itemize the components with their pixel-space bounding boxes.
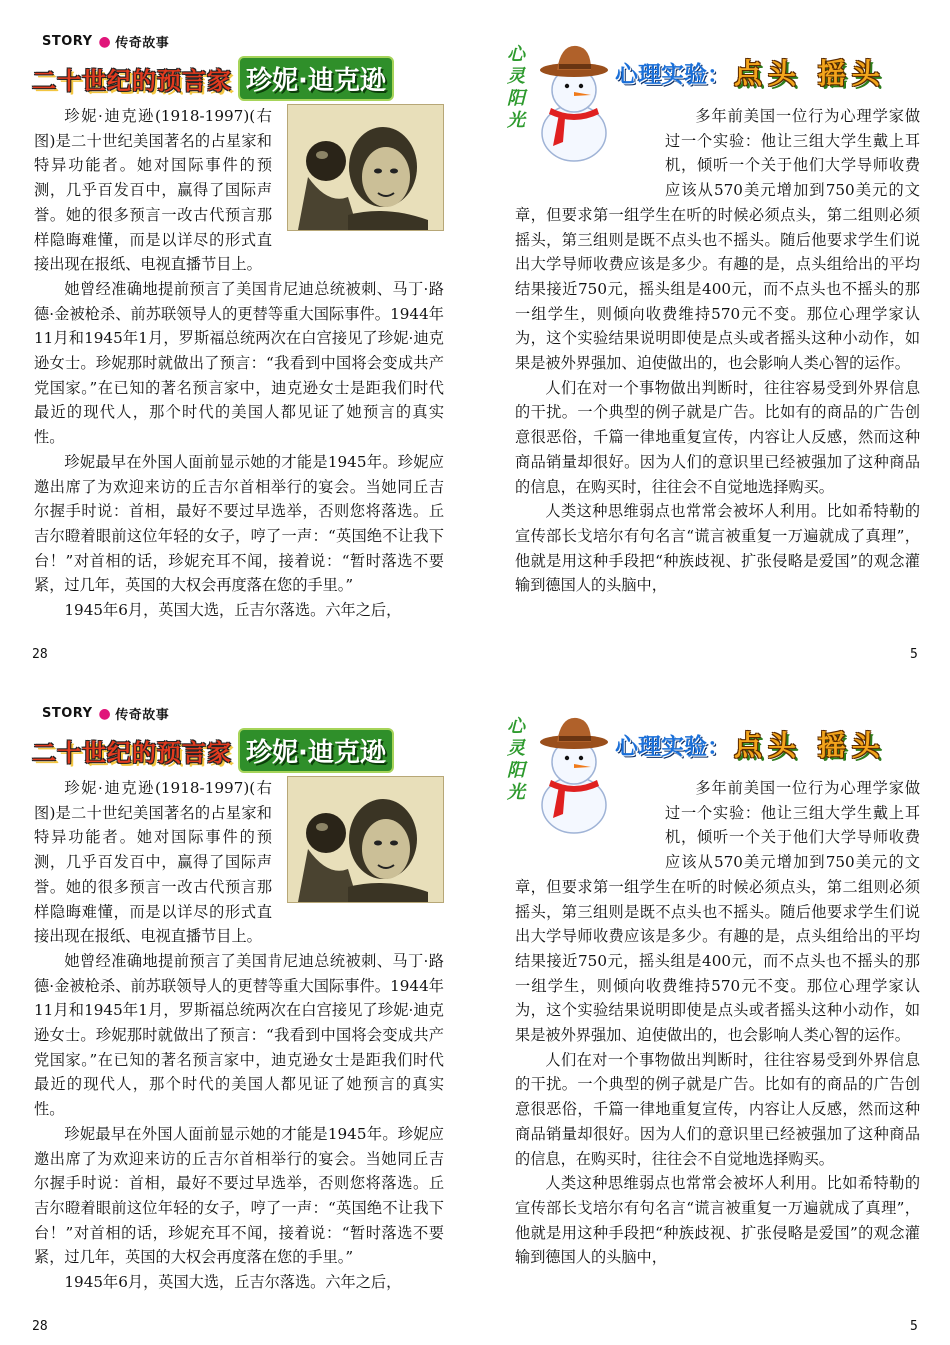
bullet-icon: ● xyxy=(98,33,112,50)
paragraph: 1945年6月，英国大选，丘吉尔落选。六年之后， xyxy=(64,1273,402,1292)
title-name: 珍妮·迪克逊 xyxy=(238,56,394,101)
section-header xyxy=(42,32,169,51)
paragraph: 人类这种思维弱点也常常会被坏人利用。比如希特勒的宣传部长戈培尔有句名言“谎言被重复一万遍就成了真理”，他就是用这种手段把“种族歧视、扩张侵略是爱国”的观念灌输到德国人的头脑中， xyxy=(515,502,920,595)
paragraph: 她曾经准确地提前预言了美国肯尼迪总统被刺、马丁·路德·金被枪杀、前苏联领导人的更替等重大国际事件。1944年11月和1945年1月，罗斯福总统两次在白宫接见了珍妮·迪克逊女士。珍妮那时就做出了预言：“我看到中国将会变成共产党国家。”在已知的著名预言家中，迪克逊女士是距我们时代最近的现代人，那个时代的美国人都见证了她预言的真实性。 xyxy=(34,279,444,447)
side-label: 心 灵 阳 光 xyxy=(507,44,525,131)
category-label: 传奇故事 xyxy=(115,708,170,723)
paragraph: 珍妮·迪克逊(1918-1997)(右图)是二十世纪美国著名的占星家和特异功能者。她对国际事件的预测，几乎百发百中，赢得了国际声誉。她的很多预言一改古代预言那样隐晦难懂，而是以详尽的形式直接出现在报纸、电视直播节目上。 xyxy=(34,107,272,274)
page-number: 28 xyxy=(32,1319,48,1334)
title-main: 二十世纪的预言家 xyxy=(32,739,232,767)
paragraph: 珍妮·迪克逊(1918-1997)(右图)是二十世纪美国著名的占星家和特异功能者。她对国际事件的预测，几乎百发百中，赢得了国际声誉。她的很多预言一改古代预言那样隐晦难懂，而是以详尽的形式直接出现在报纸、电视直播节目上。 xyxy=(34,779,272,946)
paragraph: 人类这种思维弱点也常常会被坏人利用。比如希特勒的宣传部长戈培尔有句名言“谎言被重复一万遍就成了真理”，他就是用这种手段把“种族歧视、扩张侵略是爱国”的观念灌输到德国人的头脑中， xyxy=(515,1174,920,1267)
article-body xyxy=(515,104,920,598)
paragraph: 她曾经准确地提前预言了美国肯尼迪总统被刺、马丁·路德·金被枪杀、前苏联领导人的更替等重大国际事件。1944年11月和1945年1月，罗斯福总统两次在白宫接见了珍妮·迪克逊女士。珍妮那时就做出了预言：“我看到中国将会变成共产党国家。”在已知的著名预言家中，迪克逊女士是距我们时代最近的现代人，那个时代的美国人都见证了她预言的真实性。 xyxy=(34,951,444,1119)
spread-bottom xyxy=(0,672,950,1344)
paragraph: 多年前美国一位行为心理学家做过一个实验：他让三组大学生戴上耳机，倾听一个关于他们大学导师收费应该从570美元增加到750美元的文章，但要求第一组学生在听的时候必须点头，第二组则必须摇头，第三组则是既不点头也不摇头。随后他要求学生们说出大学导师收费应该是多少。有趣的是，点头组给出的平均结果接近750元，摇头组是400元，而不点头也不摇头的那一组学生，则倾向收费维持570元不变。那位心理学家认为，这个实验结果说明即使是点头或者摇头这种小动作，如果是被外界强加、迫使做出的，也会影响人类心智的运作。 xyxy=(515,779,920,1045)
title-main: 点头 摇头 xyxy=(734,729,886,762)
title-main: 二十世纪的预言家 xyxy=(32,67,232,95)
category-label: 传奇故事 xyxy=(115,36,170,51)
story-label: STORY xyxy=(42,706,93,721)
paragraph: 1945年6月，英国大选，丘吉尔落选。六年之后， xyxy=(64,601,402,620)
paragraph: 人们在对一个事物做出判断时，往往容易受到外界信息的干扰。一个典型的例子就是广告。比如有的商品的广告创意很恶俗，千篇一律地重复宣传，内容让人反感，然而这种商品销量却很好。因为人们的意识里已经被强加了这种商品的信息，在购买时，往往会不自觉地选择购买。 xyxy=(515,1050,920,1168)
section-header xyxy=(42,704,169,723)
page-number: 5 xyxy=(910,647,918,662)
article-body xyxy=(34,776,444,1295)
article-body xyxy=(515,776,920,1270)
paragraph: 人们在对一个事物做出判断时，往往容易受到外界信息的干扰。一个典型的例子就是广告。比如有的商品的广告创意很恶俗，千篇一律地重复宣传，内容让人反感，然而这种商品销量却很好。因为人们的意识里已经被强加了这种商品的信息，在购买时，往往会不自觉地选择购买。 xyxy=(515,378,920,496)
title-prefix: 心理实验： xyxy=(615,61,730,88)
title-prefix: 心理实验： xyxy=(615,733,730,760)
title-name: 珍妮·迪克逊 xyxy=(238,728,394,773)
title-main: 点头 摇头 xyxy=(734,57,886,90)
left-page xyxy=(0,0,475,672)
paragraph: 多年前美国一位行为心理学家做过一个实验：他让三组大学生戴上耳机，倾听一个关于他们大学导师收费应该从570美元增加到750美元的文章，但要求第一组学生在听的时候必须点头，第二组则必须摇头，第三组则是既不点头也不摇头。随后他要求学生们说出大学导师收费应该是多少。有趣的是，点头组给出的平均结果接近750元，摇头组是400元，而不点头也不摇头的那一组学生，则倾向收费维持570元不变。那位心理学家认为，这个实验结果说明即使是点头或者摇头这种小动作，如果是被外界强加、迫使做出的，也会影响人类心智的运作。 xyxy=(515,107,920,373)
paragraph: 珍妮最早在外国人面前显示她的才能是1945年。珍妮应邀出席了为欢迎来访的丘吉尔首相举行的宴会。当她同丘吉尔握手时说：首相，最好不要过早选举，否则您将落选。丘吉尔瞪着眼前这位年轻的女子，哼了一声：“英国绝不让我下台！”对首相的话，珍妮充耳不闻，接着说：“暂时落选不要紧，过几年，英国的大权会再度落在您的手里。” xyxy=(34,452,444,595)
article-title xyxy=(615,52,886,92)
right-page xyxy=(475,0,950,672)
page-number: 28 xyxy=(32,647,48,662)
paragraph: 珍妮最早在外国人面前显示她的才能是1945年。珍妮应邀出席了为欢迎来访的丘吉尔首相举行的宴会。当她同丘吉尔握手时说：首相，最好不要过早选举，否则您将落选。丘吉尔瞪着眼前这位年轻的女子，哼了一声：“英国绝不让我下台！”对首相的话，珍妮充耳不闻，接着说：“暂时落选不要紧，过几年，英国的大权会再度落在您的手里。” xyxy=(34,1124,444,1267)
side-label: 心 灵 阳 光 xyxy=(507,716,525,803)
left-page xyxy=(0,672,475,1344)
article-body xyxy=(34,104,444,623)
story-label: STORY xyxy=(42,34,93,49)
bullet-icon: ● xyxy=(98,705,112,722)
spread-top xyxy=(0,0,950,672)
article-title xyxy=(32,56,394,101)
article-title xyxy=(32,728,394,773)
page-number: 5 xyxy=(910,1319,918,1334)
right-page xyxy=(475,672,950,1344)
article-title xyxy=(615,724,886,764)
